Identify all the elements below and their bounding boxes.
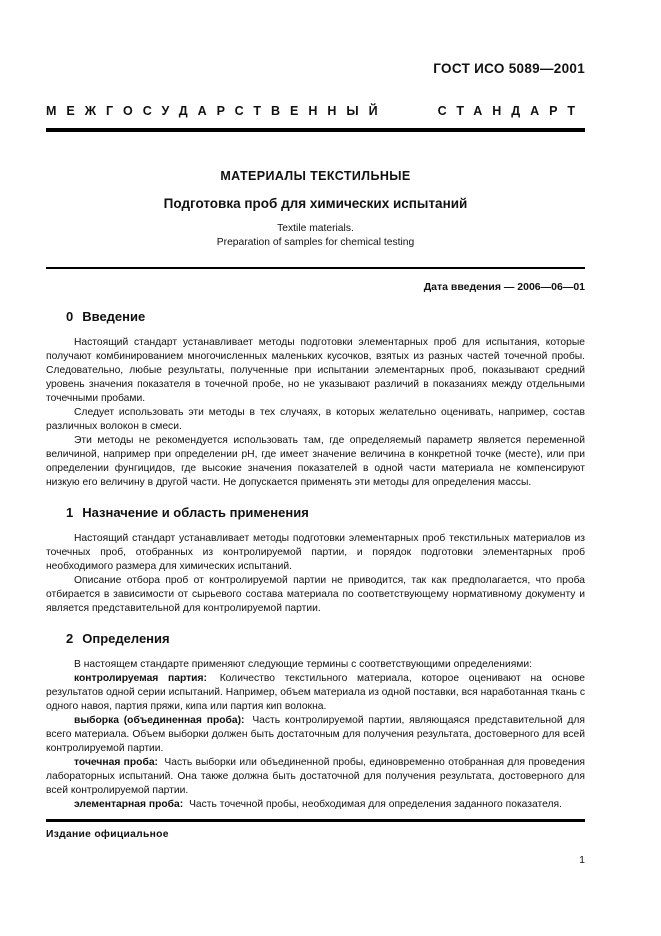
page-number: 1: [579, 854, 585, 866]
document-title-en: [46, 222, 585, 250]
definition-item: [46, 798, 585, 812]
definition-item: [46, 672, 585, 714]
definitions-lead: В настоящем стандарте применяют следующие термины с соответствующими определениями:: [74, 659, 532, 670]
definition-text: Часть точечной пробы, необходимая для определения заданного показателя.: [189, 799, 562, 810]
section-heading-scope: [66, 505, 585, 521]
title-block: [46, 132, 585, 250]
section-heading-intro: [66, 309, 585, 325]
scope-paragraph: Настоящий стандарт устанавливает методы подготовки элементарных проб текстильных материалов из точечных проб, отобранных из контролируемой партии, и порядок подготовки элементарных проб необходимого размера для химических испытаний.: [46, 533, 585, 572]
section-title: Введение: [82, 309, 146, 324]
section-heading-definitions: [66, 631, 585, 647]
section-title: Определения: [82, 631, 170, 646]
definition-item: [46, 714, 585, 756]
definition-term: элементарная проба:: [74, 799, 184, 810]
scope-paragraph: Описание отбора проб от контролируемой партии не приводится, так как предполагается, что проба отбирается в зависимости от сырьевого состава материала по соответствующему нормативному документу и является представительной для контролируемой партии.: [46, 575, 585, 614]
definition-text: Количество текстильного материала, которое оценивают на основе результатов одной серии испытаний. Например, объем материала из одной поставки, вся наработанная ткань с одного навоя, партия пряжи, кипа или партия кип волокна.: [46, 673, 585, 712]
section-number: 2: [66, 631, 74, 646]
definition-text: Часть контролируемой партии, являющаяся представительной для всего материала. Объем выборки должен быть достаточным для получения результата, достоверного для всей контролируемой партии.: [46, 715, 585, 754]
section-number: 1: [66, 505, 74, 520]
definition-text: Часть выборки или объединенной пробы, единовременно отобранная для проведения лабораторных испытаний. Она также должна быть достаточной для получения результата, достоверного для всей контролируемой партии.: [46, 757, 585, 796]
document-title-ru: МАТЕРИАЛЫ ТЕКСТИЛЬНЫЕ: [220, 169, 411, 183]
intro-paragraph: Настоящий стандарт устанавливает методы подготовки элементарных проб для испытания, которые получают комбинированием многочисленных маленьких кусочков, взятых из разных частей точечной пробы. Следовательно, любые результаты, полученные при испытании элементарных проб, показывают средний уровень значения показателя в точечной пробе, но не указывают различий в показаниях между отдельными точечными пробами.: [46, 337, 585, 404]
effective-date: Дата введения — 2006—06—01: [423, 281, 585, 293]
document-subtitle-ru: Подготовка проб для химических испытаний: [163, 196, 468, 211]
definition-term: выборка (объединенная проба):: [74, 715, 245, 726]
document-number: ГОСТ ИСО 5089—2001: [433, 61, 585, 76]
definition-item: [46, 756, 585, 798]
standard-type-banner: МЕЖГОСУДАРСТВЕННЫЙ СТАНДАРТ: [46, 104, 585, 118]
title-en-line2: Preparation of samples for chemical testing: [216, 237, 415, 248]
section-number: 0: [66, 309, 74, 324]
intro-paragraph: Следует использовать эти методы в тех случаях, в которых желательно оценивать, например, состав различных волокон в смеси.: [46, 407, 585, 432]
title-rule: [46, 267, 585, 269]
definition-term: контролируемая партия:: [74, 673, 207, 684]
footer-rule: [46, 819, 585, 822]
page-footer: [46, 819, 585, 866]
definition-term: точечная проба:: [74, 757, 158, 768]
official-edition-label: Издание официальное: [46, 829, 169, 840]
intro-paragraph: Эти методы не рекомендуется использовать там, где определяемый параметр является переменной величиной, например при определении рН, где имеет значение величина в конкретной точке (месте), или при определении фунгицидов, где высокие значения показателей в одной части материала не компенсируют низкую его величину в другой части. Не допускается применять эти методы для определения массы.: [46, 435, 585, 488]
title-en-line1: Textile materials.: [277, 223, 354, 234]
section-title: Назначение и область применения: [82, 505, 309, 520]
